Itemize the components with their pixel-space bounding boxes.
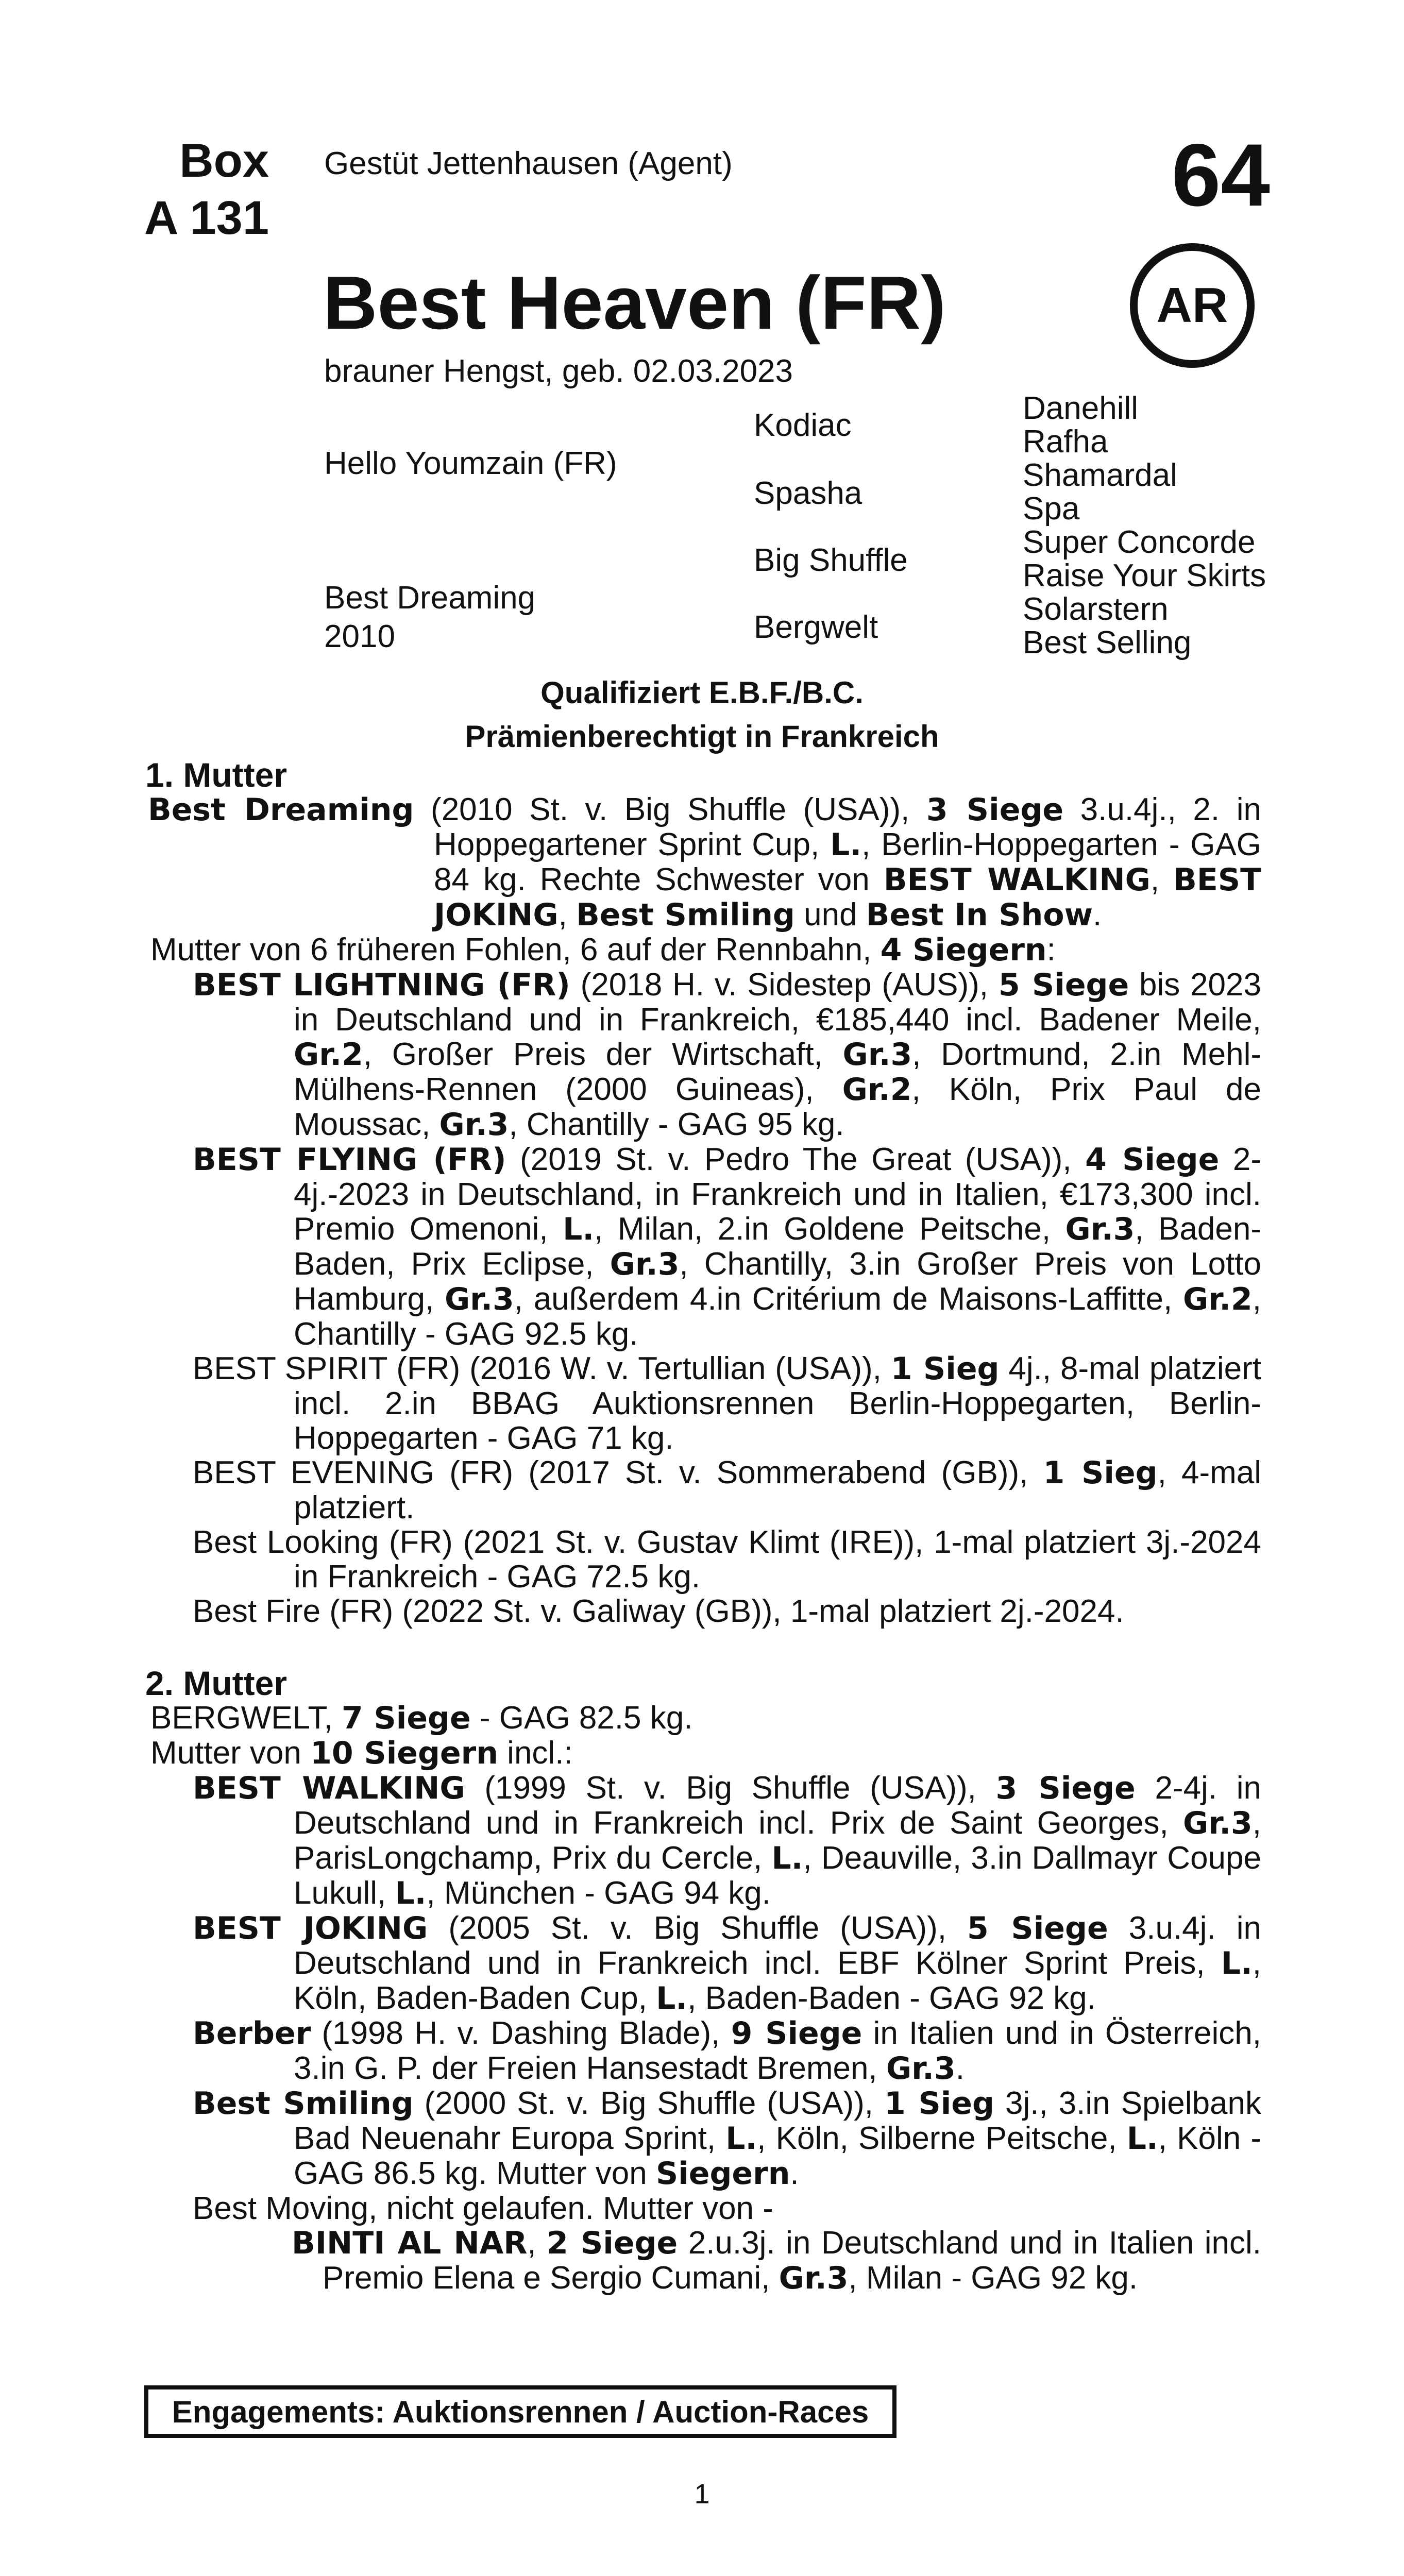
sections-container	[145, 757, 1261, 2296]
pedigree-gen3-item: Spa	[1023, 491, 1080, 527]
box-number: A 131	[144, 192, 269, 244]
section-heading: 2. Mutter	[145, 1664, 287, 1702]
lot-number: 64	[1171, 126, 1270, 225]
horse-description: brauner Hengst, geb. 02.03.2023	[324, 353, 793, 389]
pedigree-dam: Best Dreaming	[324, 580, 536, 616]
family-entry: Best Dreaming (2010 St. v. Big Shuffle (USA)), 3 Siege 3.u.4j., 2. in Hoppegartener Sprint Cup, L., Berlin-Hoppegarten - GAG 84 kg. Rechte Schwester von BEST WALKING, BEST JOKING, Best Smiling und Best In Show.	[148, 792, 1262, 933]
qualification-line: Qualifiziert E.B.F./B.C.	[540, 675, 864, 710]
horse-name: Best Heaven (FR)	[323, 261, 946, 345]
family-entry: BEST WALKING (1999 St. v. Big Shuffle (USA)), 3 Siege 2-4j. in Deutschland und in Frankreich incl. Prix de Saint Georges, Gr.3, ParisLongchamp, Prix du Cercle, L., Deauville, 3.in Dallmayr Coupe Lukull, L., München - GAG 94 kg.	[193, 1770, 1261, 1911]
pedigree-gen2-item: Spasha	[754, 476, 862, 511]
pedigree-gen2-item: Bergwelt	[754, 609, 878, 645]
pedigree-gen3-item: Shamardal	[1023, 457, 1177, 493]
pedigree-sire: Hello Youmzain (FR)	[324, 446, 617, 481]
family-entry: BEST LIGHTNING (FR) (2018 H. v. Sidestep (AUS)), 5 Siege bis 2023 in Deutschland und in Frankreich, €185,440 incl. Badener Meile, Gr.2, Großer Preis der Wirtschaft, Gr.3, Dortmund, 2.in Mehl-Mülhens-Rennen (2000 Guineas), Gr.2, Köln, Prix Paul de Moussac, Gr.3, Chantilly - GAG 95 kg.	[193, 967, 1261, 1143]
family-entry: Best Smiling (2000 St. v. Big Shuffle (USA)), 1 Sieg 3j., 3.in Spielbank Bad Neuenahr Europa Sprint, L., Köln, Silberne Peitsche, L., Köln - GAG 86.5 kg. Mutter von Siegern.	[193, 2086, 1262, 2192]
section-gap	[145, 1629, 1261, 1666]
family-entry: Mutter von 10 Siegern incl.:	[150, 1735, 573, 1771]
pedigree-gen3-item: Rafha	[1023, 424, 1108, 460]
ar-badge-icon	[1130, 243, 1255, 368]
pedigree-gen2-item: Big Shuffle	[754, 543, 908, 578]
family-entry: BEST EVENING (FR) (2017 St. v. Sommerabend (GB)), 1 Sieg, 4-mal platziert.	[193, 1455, 1262, 1526]
family-entry: Best Fire (FR) (2022 St. v. Galiway (GB)), 1-mal platziert 2j.-2024.	[193, 1594, 1124, 1629]
ar-badge-text: AR	[1156, 278, 1228, 333]
family-entry: BINTI AL NAR, 2 Siege 2.u.3j. in Deutschland und in Italien incl. Premio Elena e Sergio Cumani, Gr.3, Milan - GAG 92 kg.	[292, 2225, 1262, 2296]
pedigree-gen3-item: Super Concorde	[1023, 524, 1256, 560]
family-entry: BERGWELT, 7 Siege - GAG 82.5 kg.	[150, 1700, 693, 1736]
pedigree-dam-year: 2010	[324, 619, 395, 654]
family-entry: Best Looking (FR) (2021 St. v. Gustav Klimt (IRE)), 1-mal platziert 3j.-2024 in Frankreich - GAG 72.5 kg.	[193, 1524, 1261, 1595]
seller-name: Gestüt Jettenhausen (Agent)	[324, 146, 733, 181]
section-heading: 1. Mutter	[145, 756, 287, 794]
pedigree-gen3-item: Raise Your Skirts	[1023, 558, 1266, 594]
pedigree-gen2-item: Kodiac	[754, 408, 852, 443]
engagements-box	[144, 2385, 896, 2438]
pedigree-gen3-item: Best Selling	[1023, 625, 1192, 660]
family-entry: BEST FLYING (FR) (2019 St. v. Pedro The Great (USA)), 4 Siege 2-4j.-2023 in Deutschland, in Frankreich und in Italien, €173,300 incl. Premio Omenoni, L., Milan, 2.in Goldene Peitsche, Gr.3, Baden-Baden, Prix Eclipse, Gr.3, Chantilly, 3.in Großer Preis von Lotto Hamburg, Gr.3, außerdem 4.in Critérium de Maisons-Laffitte, Gr.2, Chantilly - GAG 92.5 kg.	[193, 1142, 1262, 1352]
page-number: 1	[694, 2479, 710, 2510]
pedigree-gen3-item: Danehill	[1023, 391, 1139, 426]
box-label: Box	[179, 134, 269, 187]
engagements-text: Engagements: Auktionsrennen / Auction-Races	[172, 2394, 869, 2429]
family-entry: Berber (1998 H. v. Dashing Blade), 9 Siege in Italien und in Österreich, 3.in G. P. der Freien Hansestadt Bremen, Gr.3.	[193, 2015, 1262, 2087]
family-section	[145, 757, 1261, 2296]
family-entry: Best Moving, nicht gelaufen. Mutter von -	[193, 2191, 773, 2226]
qualification-line: Prämienberechtigt in Frankreich	[465, 719, 939, 754]
family-entry: BEST JOKING (2005 St. v. Big Shuffle (USA)), 5 Siege 3.u.4j. in Deutschland und in Frankreich incl. EBF Kölner Sprint Preis, L., Köln, Baden-Baden Cup, L., Baden-Baden - GAG 92 kg.	[193, 1910, 1261, 2016]
pedigree-gen3-item: Solarstern	[1023, 591, 1169, 627]
family-entry: Mutter von 6 früheren Fohlen, 6 auf der Rennbahn, 4 Siegern:	[150, 932, 1056, 968]
family-entry: BEST SPIRIT (FR) (2016 W. v. Tertullian (USA)), 1 Sieg 4j., 8-mal platziert incl. 2.in BBAG Auktionsrennen Berlin-Hoppegarten, Berlin-Hoppegarten - GAG 71 kg.	[193, 1351, 1261, 1456]
